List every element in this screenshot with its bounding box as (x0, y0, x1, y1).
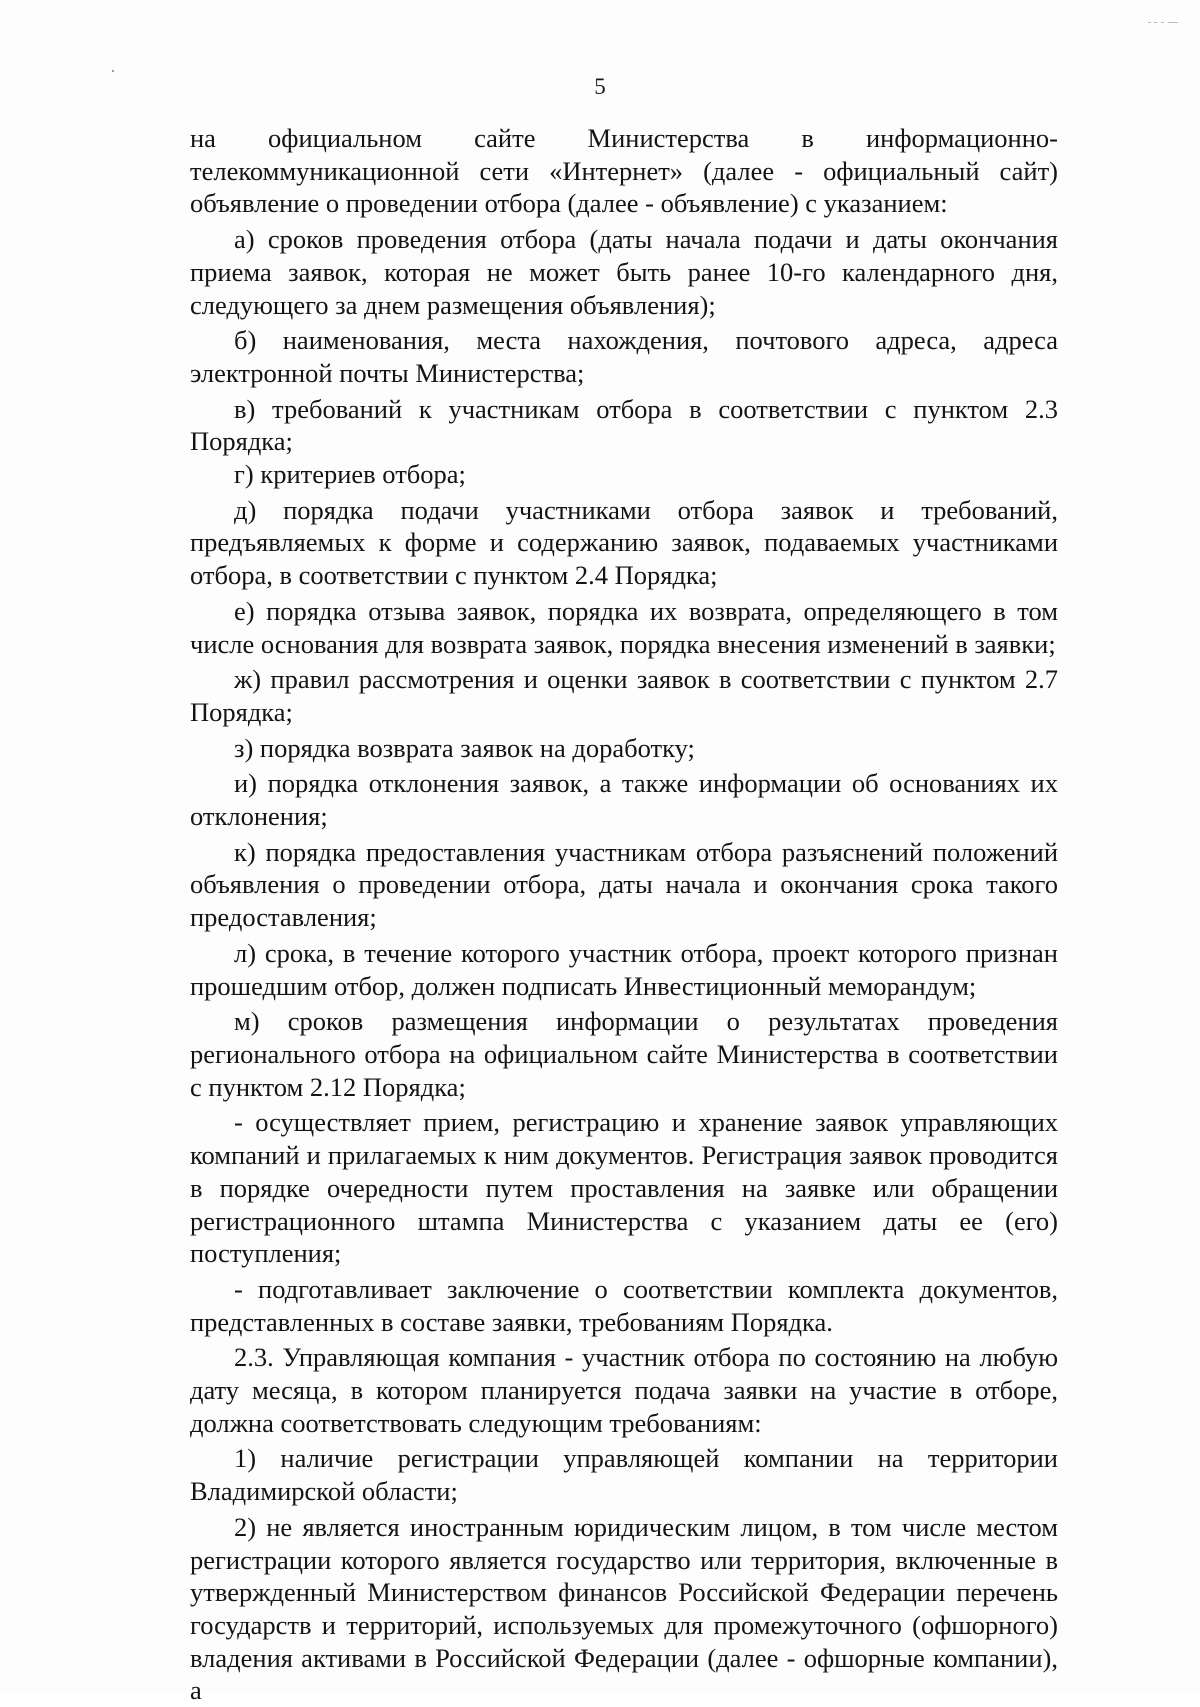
paragraph-7: ж) правил рассмотрения и оценки заявок в соответствии с пунктом 2.7 Порядка; (190, 664, 1058, 727)
paragraph-14: - подготавливает заключение о соответствии комплекта документов, представленных в составе заявки, требованиям Порядка. (190, 1273, 1058, 1337)
paragraph-5: д) порядка подачи участниками отбора заявок и требований, предъявляемых к форме и содержанию заявок, подаваемых участниками отбора, в соответствии с пунктом 2.4 Порядка; (190, 494, 1058, 591)
paragraph-10: к) порядка предоставления участникам отбора разъяснений положений объявления о проведении отбора, даты начала и окончания срока такого предоставления; (190, 836, 1058, 933)
paragraph-3: в) требований к участникам отбора в соответствии с пунктом 2.3 Порядка; (190, 393, 1058, 457)
document-body (190, 122, 1058, 1707)
paragraph-15: 2.3. Управляющая компания - участник отбора по состоянию на любую дату месяца, в котором планируется подача заявки на участие в отборе, должна соответствовать следующим требованиям: (190, 1342, 1058, 1438)
paragraph-8: з) порядка возврата заявок на доработку; (234, 732, 695, 763)
paragraph-2: б) наименования, места нахождения, почтового адреса, адреса электронной почты Министерства; (190, 325, 1058, 388)
scan-speck (112, 70, 114, 72)
paragraph-0: на официальном сайте Министерства в информационно-телекоммуникационной сети «Интернет» (далее - официальный сайт) объявление о проведении отбора (далее - объявление) с указанием: (190, 123, 1058, 219)
paragraph-13: - осуществляет прием, регистрацию и хранение заявок управляющих компаний и прилагаемых к ним документов. Регистрация заявок проводится в порядке очередности путем проставления на заявке или обращении регистрационного штампа Министерства с указанием даты ее (его) поступления; (190, 1107, 1058, 1269)
paragraph-1: а) сроков проведения отбора (даты начала подачи и даты окончания приема заявок, которая не может быть ранее 10-го календарного дня, следующего за днем размещения объявления); (190, 224, 1058, 320)
paragraph-4: г) критериев отбора; (234, 459, 466, 490)
paragraph-11: л) срока, в течение которого участник отбора, проект которого признан прошедшим отбор, должен подписать Инвестиционный меморандум; (190, 937, 1058, 1001)
scan-artifact (1148, 22, 1178, 23)
paragraph-12: м) сроков размещения информации о результатах проведения регионального отбора на официальном сайте Министерства в соответствии с пунктом 2.12 Порядка; (190, 1006, 1058, 1102)
paragraph-6: е) порядка отзыва заявок, порядка их возврата, определяющего в том числе основания для возврата заявок, порядка внесения изменений в заявки; (190, 595, 1058, 659)
page-number: 5 (594, 74, 606, 99)
paragraph-17: 2) не является иностранным юридическим лицом, в том числе местом регистрации которого является государство или территория, включенные в утвержденный Министерством финансов Российской Федерации перечень государств и территорий, используемых для промежуточного (офшорного) владения активами в Российской Федерации (далее - офшорные компании), а (190, 1511, 1058, 1706)
paragraph-9: и) порядка отклонения заявок, а также информации об основаниях их отклонения; (190, 768, 1058, 832)
paragraph-16: 1) наличие регистрации управляющей компании на территории Владимирской области; (190, 1443, 1058, 1507)
